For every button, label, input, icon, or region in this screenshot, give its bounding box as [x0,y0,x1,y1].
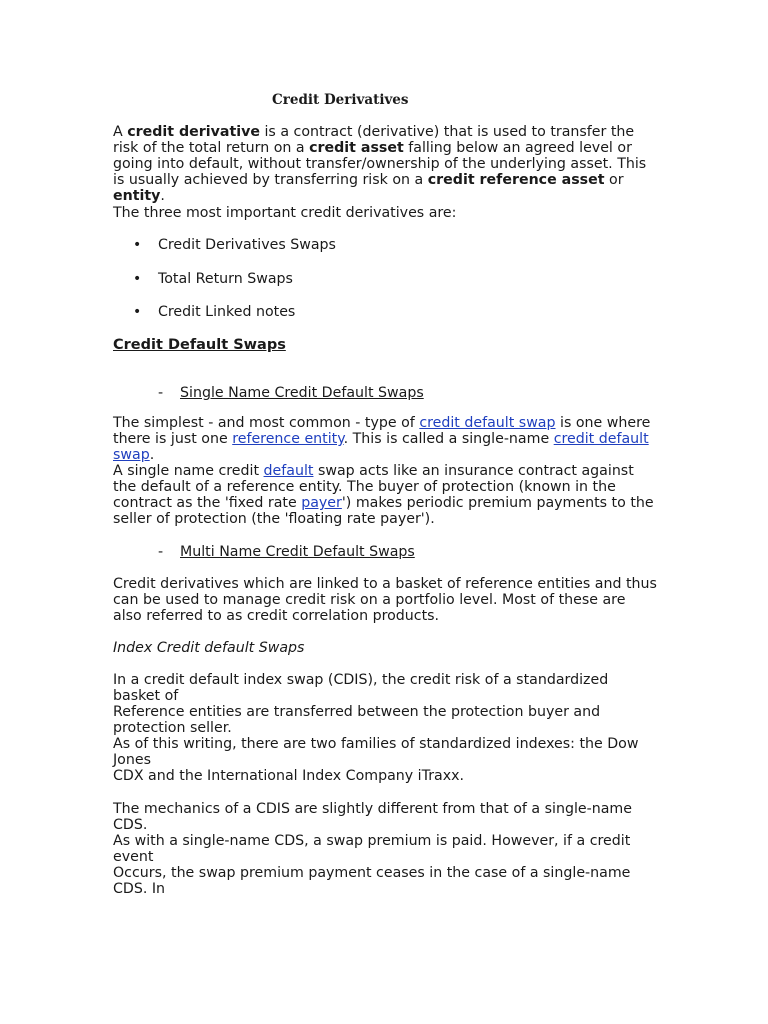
paragraph-line: CDX and the International Index Company iTraxx. [113,768,465,784]
text-link[interactable]: default [263,463,314,479]
intro-paragraph [113,124,658,204]
text-run: falling below an agreed level or going into default, without transfer/ownership of the underlying asset. This is usually achieved by transferring risk on a [113,140,647,188]
list-item-label: Credit Derivatives Swaps [158,237,336,253]
text-link[interactable]: credit default swap [419,415,556,431]
bullet-icon: • [133,304,142,320]
mechanics-paragraph [113,801,658,897]
paragraph-line: In a credit default index swap (CDIS), the credit risk of a standardized basket of [113,672,609,704]
text-run: is one where there is just one [113,415,651,447]
text-run: . [149,447,155,463]
dash-icon: - [158,385,164,401]
paragraph-line: Occurs, the swap premium payment ceases in the case of a single-name CDS. In [113,865,631,897]
list-item-label: Total Return Swaps [158,271,293,287]
bold-term: credit asset [309,140,404,156]
text-run: is a contract (derivative) that is used to transfer the risk of the total return on a [113,124,635,156]
subsection-label: Single Name Credit Default Swaps [180,385,424,401]
text-run: ') makes periodic premium payments to the seller of protection (the 'floating rate payer'). [113,495,654,527]
bold-term: entity [113,188,161,204]
multi-name-paragraph: Credit derivatives which are linked to a basket of reference entities and thus can be used to manage credit risk on a portfolio level. Most of these are also referred to as credit correlation products. [113,576,657,624]
section-heading-credit-default-swaps: Credit Default Swaps [113,337,286,353]
bold-term: credit derivative [127,124,260,140]
text-run: swap acts like an insurance contract against the default of a reference entity. The buyer of protection (known in the contract as the 'fixed rate [113,463,634,511]
text-run: . This is called a single-name [343,431,554,447]
bold-term: credit reference asset [427,172,605,188]
text-link[interactable]: reference entity [232,431,344,447]
bullet-icon: • [133,271,142,287]
text-run: or [604,172,624,188]
index-cds-heading: Index Credit default Swaps [113,640,305,656]
document-title: Credit Derivatives [272,92,409,108]
text-link[interactable]: credit default swap [113,431,649,463]
paragraph-line: Reference entities are transferred between the protection buyer and protection seller. [113,704,601,736]
bullet-icon: • [133,237,142,253]
single-name-paragraph [113,415,658,527]
three-derivatives-intro: The three most important credit derivatives are: [113,205,457,221]
text-run: A [113,124,128,140]
subsection-label: Multi Name Credit Default Swaps [180,544,415,560]
cdis-paragraph [113,672,658,784]
dash-icon: - [158,544,164,560]
text-run: The simplest - and most common - type of [113,415,420,431]
paragraph-line: As of this writing, there are two families of standardized indexes: the Dow Jones [113,736,639,768]
paragraph-line: The mechanics of a CDIS are slightly different from that of a single-name CDS. [113,801,632,833]
text-run: A single name credit [113,463,264,479]
text-run: . [160,188,165,204]
paragraph-line: As with a single-name CDS, a swap premium is paid. However, if a credit event [113,833,631,865]
text-link[interactable]: payer [301,495,342,511]
list-item-label: Credit Linked notes [158,304,296,320]
